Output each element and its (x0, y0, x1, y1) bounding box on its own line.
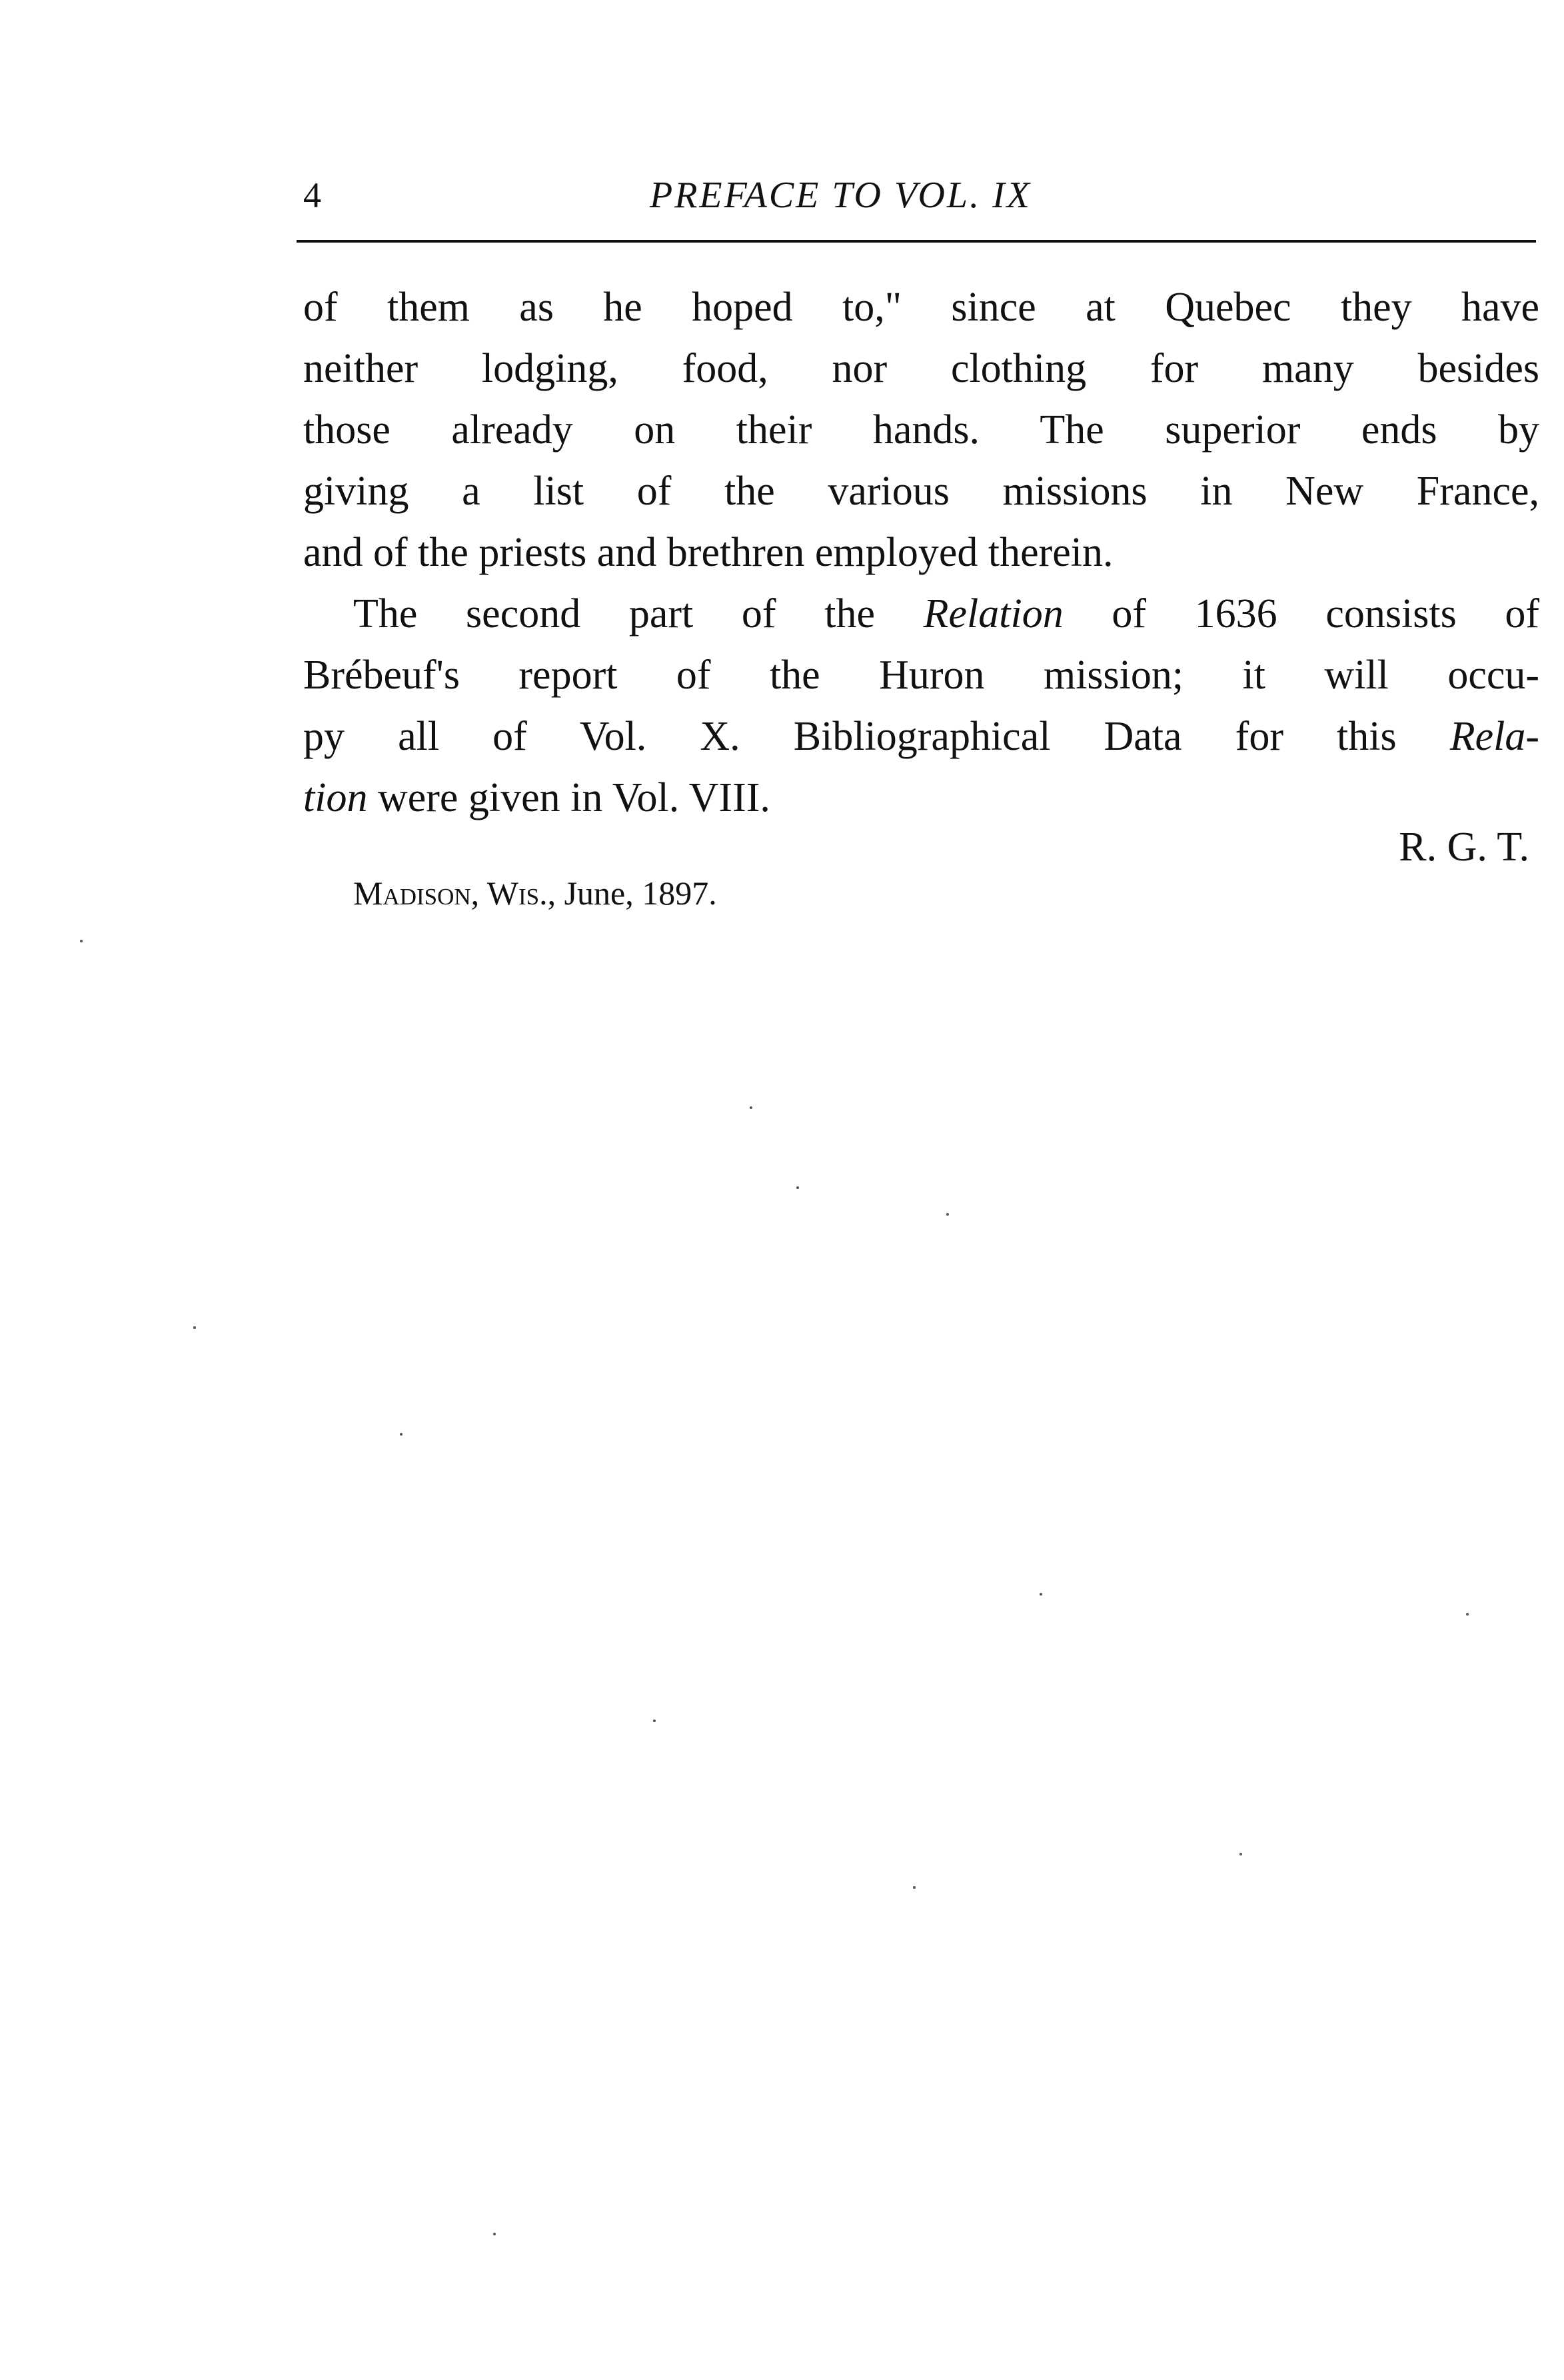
paragraph-1-line-2: neither lodging, food, nor clothing for many besides (303, 346, 1539, 391)
scan-speck (193, 1326, 196, 1329)
running-head (303, 172, 1536, 219)
signature-initials: R. G. T. (1399, 824, 1529, 870)
running-title: PREFACE TO VOL. IX (650, 175, 1032, 216)
relation-title-italic-hyphenated: Rela- (1449, 714, 1539, 759)
dateline-date: June, 1897. (556, 874, 717, 912)
relation-title-italic-continued: tion (303, 775, 368, 820)
paragraph-1-line-5: and of the priests and brethren employed therein. (303, 530, 1114, 575)
scan-speck (913, 1886, 916, 1889)
scan-speck (1466, 1613, 1469, 1616)
paragraph-2-line-1 (303, 583, 1539, 644)
scan-speck (750, 1106, 752, 1109)
scan-speck (80, 940, 83, 942)
header-rule (297, 240, 1536, 243)
relation-title-italic: Relation (923, 591, 1064, 636)
paragraph-1-line-3: those already on their hands. The superior ends by (303, 407, 1539, 453)
scan-speck (653, 1720, 656, 1722)
paragraph-2-line-4 (303, 767, 1539, 828)
dateline (353, 870, 717, 916)
paragraph-2-line-3-text: py all of Vol. X. Bibliographical Data for this (303, 714, 1450, 759)
scan-speck (946, 1213, 949, 1216)
scan-speck (1239, 1853, 1242, 1855)
scan-speck (796, 1186, 799, 1189)
paragraph-2-line-1-text: The second part of the (353, 591, 924, 636)
paragraph-2-line-4-text: were given in Vol. VIII. (367, 775, 770, 820)
paragraph-2-line-1-end: of 1636 consists of (1063, 591, 1539, 636)
page-number: 4 (303, 175, 321, 215)
scan-speck (1040, 1593, 1042, 1596)
body-text (303, 277, 1539, 828)
dateline-place: Madison, Wis., (353, 874, 556, 912)
paragraph-1-line-1: of them as he hoped to," since at Quebec they have (303, 285, 1539, 330)
paragraph-2-line-3 (303, 706, 1539, 767)
scan-speck (493, 2233, 496, 2235)
scan-speck (400, 1433, 402, 1436)
paragraph-1-line-4: giving a list of the various missions in New France, (303, 469, 1539, 514)
paragraph-2-line-2: Brébeuf's report of the Huron mission; it will occu- (303, 652, 1539, 698)
